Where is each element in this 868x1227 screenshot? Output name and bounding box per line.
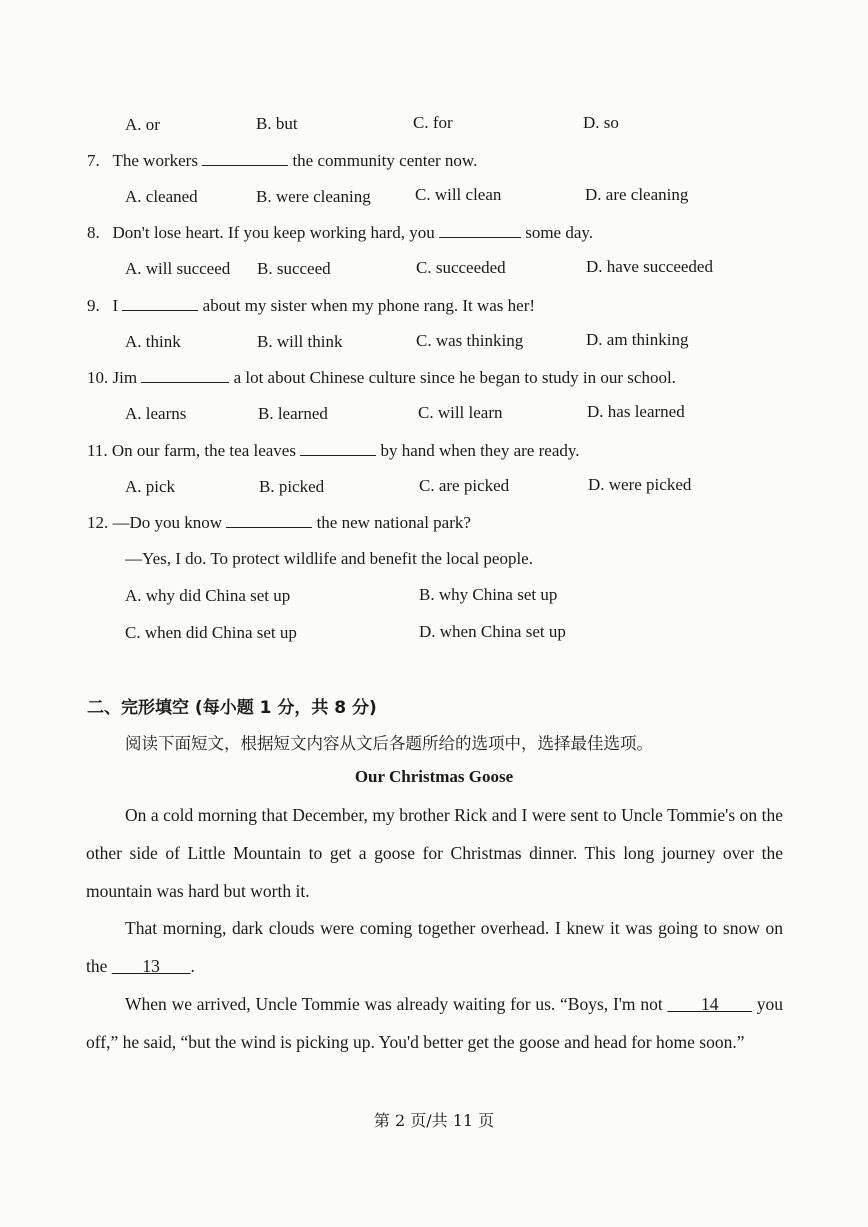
blank-number: 14 bbox=[701, 994, 719, 1014]
page-footer: 第 2 页/共 11 页 bbox=[373, 1111, 495, 1130]
blank-13 bbox=[112, 956, 191, 976]
question-text-after: the community center now. bbox=[292, 151, 478, 170]
question-text-before: Don't lose heart. If you keep working hard, you bbox=[112, 223, 435, 242]
passage-paragraph-1: On a cold morning that December, my brother Rick and I were sent to Uncle Tommie's on the other side of Little Mountain to get a goose for Christmas dinner. This long journey over the mountain was hard but worth it. bbox=[86, 805, 783, 901]
paragraph-text: . bbox=[190, 956, 195, 976]
q10-option-c: C. will learn bbox=[418, 403, 503, 422]
question-number: 11. bbox=[87, 441, 108, 460]
q12-option-b: B. why China set up bbox=[419, 585, 558, 604]
question-text-after: some day. bbox=[525, 223, 594, 242]
q11-option-a: A. pick bbox=[125, 477, 176, 496]
paragraph-text: When we arrived, Uncle Tommie was already waiting for us. “Boys, I'm not bbox=[125, 994, 663, 1014]
question-number: 7. bbox=[87, 151, 100, 170]
paragraph-text: That morning, dark clouds were coming together overhead. I knew it was going to snow on the bbox=[86, 918, 783, 976]
q12-option-c: C. when did China set up bbox=[125, 623, 297, 642]
q8-option-c: C. succeeded bbox=[416, 258, 506, 277]
answer-blank bbox=[202, 149, 288, 166]
question-8 bbox=[87, 221, 593, 244]
question-number: 9. bbox=[87, 296, 100, 315]
q12-option-d: D. when China set up bbox=[419, 622, 566, 641]
answer-blank bbox=[300, 439, 376, 456]
q10-option-d: D. has learned bbox=[587, 402, 685, 421]
blank-number: 13 bbox=[142, 956, 160, 976]
section-instruction: 阅读下面短文，根据短文内容从文后各题所给的选项中，选择最佳选项。 bbox=[125, 734, 653, 753]
q12-option-a: A. why did China set up bbox=[125, 586, 291, 605]
passage-paragraph-2 bbox=[86, 909, 783, 985]
question-7 bbox=[87, 149, 477, 172]
question-12 bbox=[87, 511, 471, 534]
section-title: 二、完形填空 (每小题 1 分，共 8 分) bbox=[87, 698, 377, 718]
answer-blank bbox=[122, 294, 198, 311]
q8-option-d: D. have succeeded bbox=[586, 257, 713, 276]
q7-option-d: D. are cleaning bbox=[585, 185, 689, 204]
q9-option-b: B. will think bbox=[257, 332, 343, 351]
question-11 bbox=[87, 439, 580, 462]
passage-title: Our Christmas Goose bbox=[354, 767, 514, 786]
question-number: 10. bbox=[87, 368, 109, 387]
question-text-before: —Do you know bbox=[112, 513, 223, 532]
q8-option-b: B. succeed bbox=[257, 259, 331, 278]
answer-blank bbox=[141, 366, 229, 383]
q7-option-b: B. were cleaning bbox=[256, 187, 371, 206]
q7-option-a: A. cleaned bbox=[125, 187, 198, 206]
question-text-after: about my sister when my phone rang. It was her! bbox=[202, 296, 536, 315]
answer-blank bbox=[439, 221, 521, 238]
q11-option-b: B. picked bbox=[259, 477, 325, 496]
q6-option-c: C. for bbox=[413, 113, 453, 132]
q10-option-a: A. learns bbox=[125, 404, 187, 423]
q9-option-d: D. am thinking bbox=[586, 330, 689, 349]
answer-blank bbox=[226, 511, 312, 528]
question-text-after: a lot about Chinese culture since he began to study in our school. bbox=[233, 368, 676, 387]
question-text-before: Jim bbox=[112, 368, 138, 387]
q11-option-d: D. were picked bbox=[588, 475, 692, 494]
question-number: 8. bbox=[87, 223, 100, 242]
q10-option-b: B. learned bbox=[258, 404, 328, 423]
paragraph-text: you off,” he said, “but the wind is picking up. You'd better get the goose and head for home soon.” bbox=[86, 994, 784, 1052]
question-9 bbox=[87, 294, 535, 317]
question-text-before: On our farm, the tea leaves bbox=[111, 441, 296, 460]
q12-reply: —Yes, I do. To protect wildlife and benefit the local people. bbox=[125, 549, 533, 568]
q6-option-d: D. so bbox=[583, 113, 619, 132]
q9-option-a: A. think bbox=[125, 332, 181, 351]
q11-option-c: C. are picked bbox=[419, 476, 510, 495]
q9-option-c: C. was thinking bbox=[416, 331, 524, 350]
passage-paragraph-3 bbox=[86, 985, 783, 1061]
question-text-before: The workers bbox=[112, 151, 198, 170]
q8-option-a: A. will succeed bbox=[125, 259, 231, 278]
question-text-after: the new national park? bbox=[316, 513, 471, 532]
q6-option-a: A. or bbox=[125, 115, 160, 134]
question-number: 12. bbox=[87, 513, 109, 532]
question-text-after: by hand when they are ready. bbox=[380, 441, 580, 460]
q6-option-b: B. but bbox=[256, 114, 298, 133]
question-10 bbox=[87, 366, 676, 389]
q7-option-c: C. will clean bbox=[415, 185, 502, 204]
blank-14 bbox=[668, 994, 753, 1014]
question-text-before: I bbox=[112, 296, 119, 315]
